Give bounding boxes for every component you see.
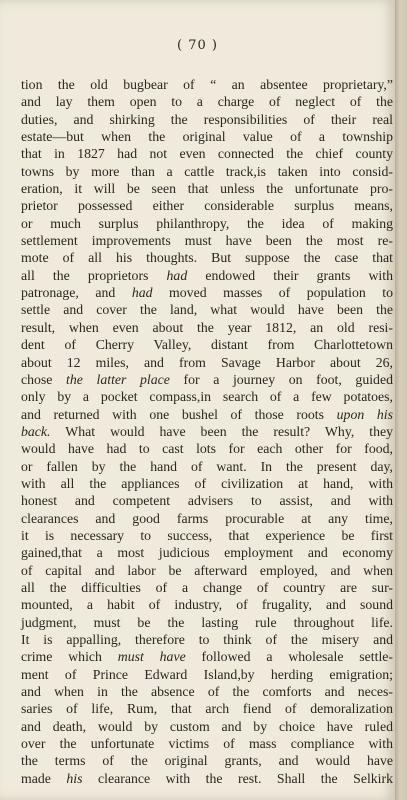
text-line: honest and competent advisers to assist, and with	[21, 493, 393, 509]
text-line: towns by more than a cattle track,is taken into consid-	[21, 163, 393, 179]
text-line: mote of all his thoughts. But suppose the case that	[21, 250, 393, 266]
text-line: estate—but when the original value of a township	[21, 129, 393, 145]
text-line: all the proprietors had endowed their grants with	[21, 267, 393, 283]
text-line: of capital and labor be afterward employed, and when	[21, 562, 393, 578]
page-number: ( 70 )	[177, 38, 218, 53]
text-line: about 12 miles, and from Savage Harbor about 26,	[21, 354, 393, 370]
text-line: made his clearance with the rest. Shall the Selkirk	[21, 770, 394, 786]
text-line: crime which must have followed a wholesale settle-	[21, 649, 394, 665]
text-line: mounted, a habit of industry, of frugality, and sound	[21, 597, 393, 613]
text-line: patronage, and had moved masses of population to	[21, 285, 393, 301]
text-line: saries of life, Rum, that arch fiend of demoralization	[21, 701, 393, 717]
text-line: would have had to cast lots for each other for food,	[21, 441, 393, 457]
page-edge	[395, 0, 407, 800]
text-line: duties, and shirking the responsibilities of their real	[21, 111, 393, 127]
text-line: dent of Cherry Valley, distant from Charlottetown	[21, 337, 393, 353]
text-line: gained,that a most judicious employment and economy	[21, 545, 393, 561]
text-line: ment of Prince Edward Island,by herding emigration;	[21, 666, 393, 682]
text-line: eration, it will be seen that unless the unfortunate pro-	[21, 181, 393, 197]
text-line: with all the appliances of civilization at hand, with	[21, 475, 393, 491]
body-text	[21, 76, 393, 787]
text-line: chose the latter place for a journey on foot, guided	[21, 371, 393, 387]
text-line: prietor possessed either considerable surplus means,	[21, 198, 393, 214]
text-line: result, when even about the year 1812, an old resi-	[21, 319, 393, 335]
text-line: judgment, must be the lasting rule throughout life.	[21, 614, 393, 630]
text-line: and returned with one bushel of those roots upon his	[21, 406, 393, 422]
text-line: tion the old bugbear of “ an absentee proprietary,”	[21, 77, 393, 92]
text-line: and when in the absence of the comforts and neces-	[21, 684, 393, 700]
text-line: all the difficulties of a change of country are sur-	[21, 579, 393, 595]
text-line: clearances and good farms procurable at any time,	[21, 510, 393, 526]
text-line: back. What would have been the result? Why, they	[21, 423, 393, 439]
text-line: settlement improvements must have been the most re-	[21, 233, 393, 249]
text-line: or fallen by the hand of want. In the present day,	[21, 458, 393, 474]
text-line: It is appalling, therefore to think of the misery and	[21, 632, 393, 647]
text-line: and death, would by custom and by choice have ruled	[21, 718, 393, 734]
text-line: settle and cover the land, what would have been the	[21, 302, 393, 318]
text-line: and lay them open to a charge of neglect of the	[21, 94, 393, 110]
text-line: the terms of the original grants, and would have	[21, 753, 393, 769]
text-line: that in 1827 had not even connected the chief county	[21, 146, 393, 162]
text-line: over the unfortunate victims of mass compliance with	[21, 736, 393, 752]
text-line: or much surplus philanthropy, the idea of making	[21, 215, 393, 231]
text-line: it is necessary to success, that experience be first	[21, 527, 393, 543]
text-line: only by a pocket compass,in search of a few potatoes,	[21, 389, 393, 405]
